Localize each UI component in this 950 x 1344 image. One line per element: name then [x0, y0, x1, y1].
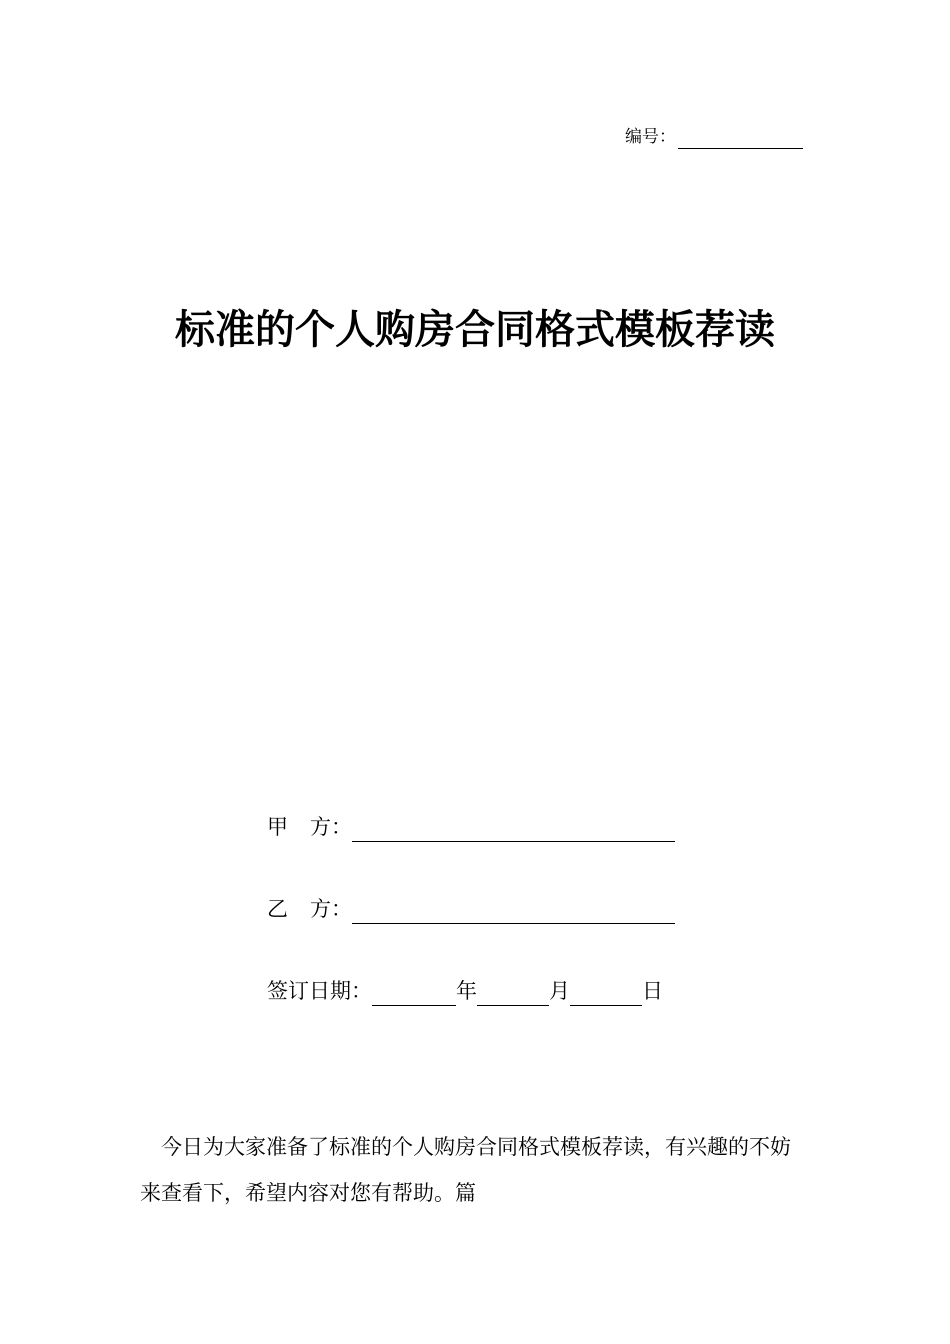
year-label: 年	[456, 979, 477, 1003]
signing-date-field	[267, 976, 663, 1006]
signing-date-label: 签订日期：	[267, 979, 372, 1003]
party-b-label-char1: 乙	[267, 897, 288, 921]
serial-number-blank	[678, 128, 803, 149]
serial-number-field	[625, 125, 803, 149]
party-a-blank	[352, 817, 675, 842]
intro-paragraph-block	[140, 1124, 810, 1216]
party-b-blank	[352, 899, 675, 924]
document-title: 标准的个人购房合同格式模板荐读	[175, 306, 775, 353]
party-a-label-char2: 方：	[310, 815, 352, 839]
party-b-label-char2: 方：	[310, 897, 352, 921]
day-label: 日	[642, 979, 663, 1003]
month-blank	[477, 981, 549, 1006]
serial-number-label: 编号：	[625, 127, 676, 147]
party-b-field	[267, 894, 675, 924]
party-a-label-char1: 甲	[267, 815, 288, 839]
year-blank	[372, 981, 456, 1006]
day-blank	[570, 981, 642, 1006]
intro-paragraph: 今日为大家准备了标准的个人购房合同格式模板荐读，有兴趣的不妨来查看下，希望内容对您有帮助。篇	[140, 1135, 791, 1205]
month-label: 月	[549, 979, 570, 1003]
party-a-field	[267, 812, 675, 842]
